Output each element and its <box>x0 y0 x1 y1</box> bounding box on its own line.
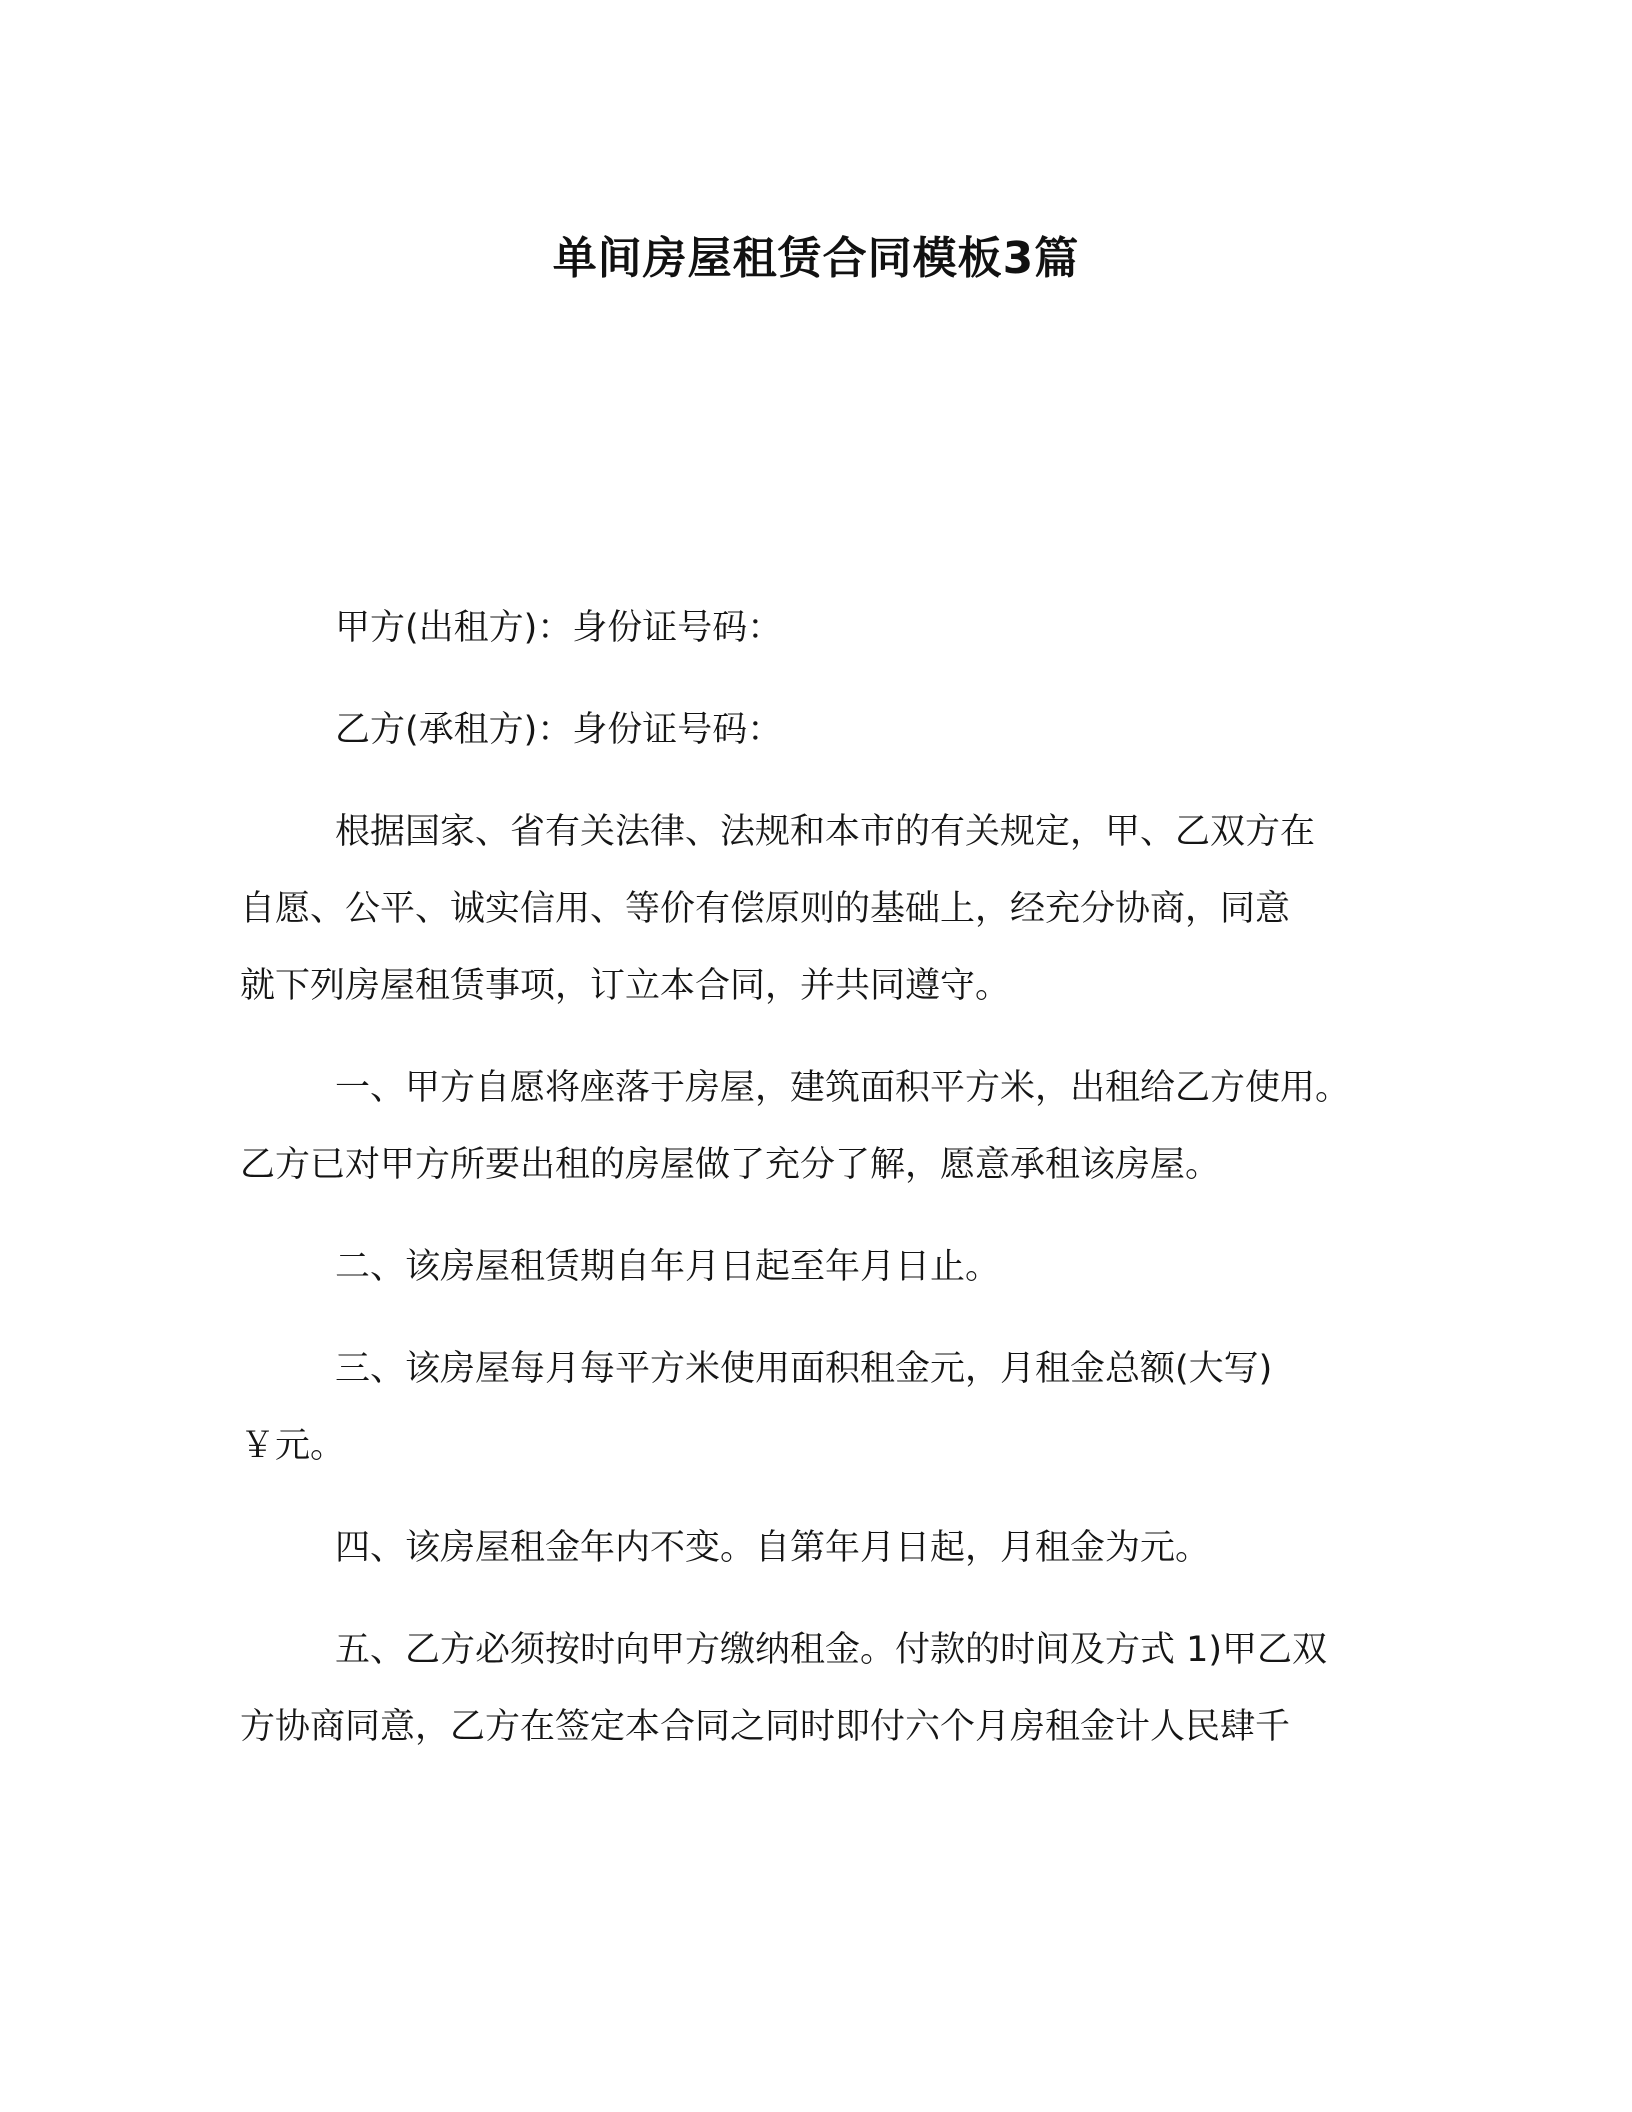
paragraph-party-b <box>240 692 1400 769</box>
paragraph-line: 乙方已对甲方所要出租的房屋做了充分了解，愿意承租该房屋。 <box>240 1145 1221 1185</box>
paragraph-clause-4 <box>240 1510 1400 1587</box>
paragraph-line: 三、该房屋每月每平方米使用面积租金元，月租金总额(大写) <box>335 1349 1273 1389</box>
paragraph-line: 根据国家、省有关法律、法规和本市的有关规定，甲、乙双方在 <box>335 812 1316 852</box>
paragraph-party-a <box>240 590 1400 667</box>
paragraph-clause-2 <box>240 1229 1400 1306</box>
paragraph-line: 四、该房屋租金年内不变。自第年月日起，月租金为元。 <box>335 1528 1211 1568</box>
document-body <box>240 590 1400 1791</box>
paragraph-clause-1 <box>240 1050 1400 1204</box>
paragraph-line: 一、甲方自愿将座落于房屋，建筑面积平方米，出租给乙方使用。 <box>335 1068 1351 1108</box>
paragraph-line: ￥元。 <box>240 1426 346 1466</box>
paragraph-clause-5 <box>240 1612 1400 1766</box>
paragraph-line: 自愿、公平、诚实信用、等价有偿原则的基础上，经充分协商，同意 <box>240 889 1291 929</box>
paragraph-line: 甲方(出租方)：身份证号码： <box>335 608 783 648</box>
paragraph-line: 二、该房屋租赁期自年月日起至年月日止。 <box>335 1247 1001 1287</box>
paragraph-line: 乙方(承租方)：身份证号码： <box>335 710 783 750</box>
document-title: 单间房屋租赁合同模板3篇 <box>552 233 1080 284</box>
paragraph-clause-3 <box>240 1331 1400 1485</box>
paragraph-line: 方协商同意，乙方在签定本合同之同时即付六个月房租金计人民肆千 <box>240 1707 1291 1747</box>
paragraph-line: 就下列房屋租赁事项，订立本合同，并共同遵守。 <box>240 966 1011 1006</box>
paragraph-preamble <box>240 794 1400 1025</box>
paragraph-line: 五、乙方必须按时向甲方缴纳租金。付款的时间及方式 1)甲乙双 <box>335 1630 1328 1670</box>
